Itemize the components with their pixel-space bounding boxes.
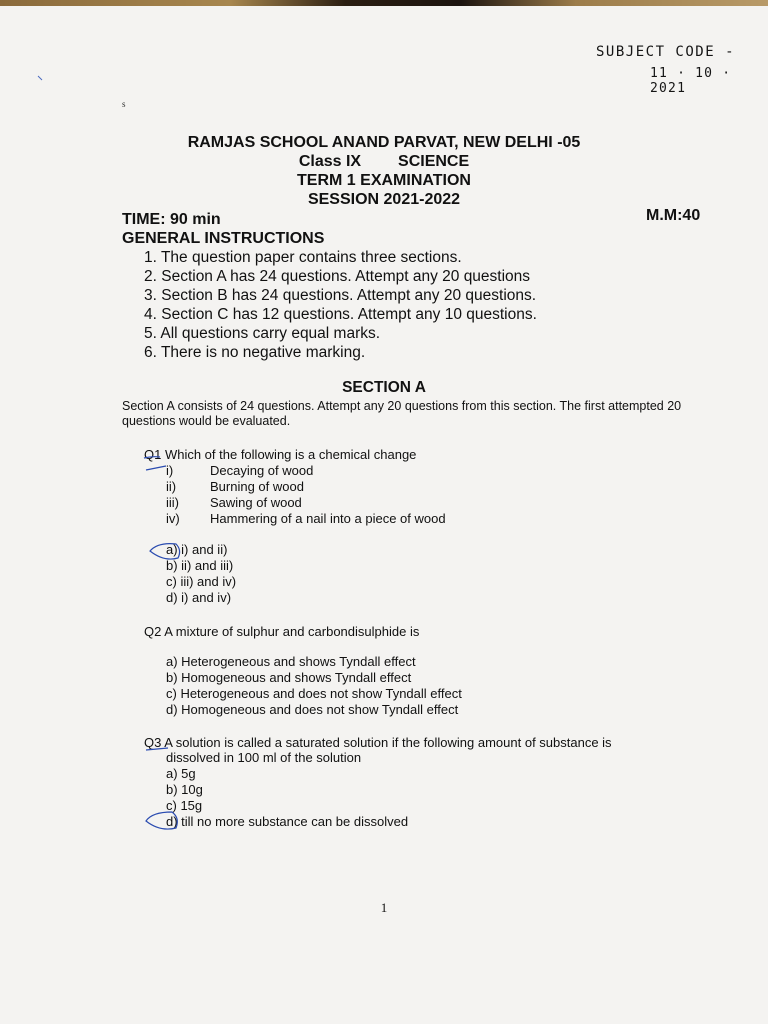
option-item: a) 5g: [166, 766, 196, 781]
statement-number: iv): [166, 511, 180, 526]
school-name: RAMJAS SCHOOL ANAND PARVAT, NEW DELHI -05: [187, 134, 581, 151]
exam-page: [0, 6, 768, 1024]
instruction-item: 4. Section C has 12 questions. Attempt any 10 questions.: [144, 306, 537, 323]
question-1-options: [166, 542, 236, 606]
session-title: SESSION 2021-2022: [307, 191, 461, 208]
class-subject-line: [0, 153, 768, 171]
instructions-list: [144, 248, 537, 362]
instruction-item: 6. There is no negative marking.: [144, 344, 366, 361]
statement-item: [166, 479, 446, 495]
question-3-options: [166, 766, 408, 830]
statement-item: [166, 495, 446, 511]
question-1-text: Q1 Which of the following is a chemical change: [144, 447, 417, 462]
section-intro: Section A consists of 24 questions. Attempt any 20 questions from this section. The first attempted 20 questions would be evaluated.: [122, 399, 682, 428]
option-item: d) i) and iv): [166, 590, 232, 605]
statement-text: Burning of wood: [210, 479, 304, 494]
statement-text: Sawing of wood: [210, 495, 302, 510]
statement-text: Decaying of wood: [210, 463, 314, 478]
option-item: b) Homogeneous and shows Tyndall effect: [166, 670, 412, 685]
section-title: SECTION A: [342, 379, 426, 396]
statement-text: Hammering of a nail into a piece of wood: [210, 511, 446, 526]
margin-mark: s: [122, 99, 126, 109]
option-item: c) iii) and iv): [166, 574, 237, 589]
instruction-item: 1. The question paper contains three sections.: [144, 249, 462, 266]
question-3-text-continued: dissolved in 100 ml of the solution: [166, 750, 362, 765]
class-label: Class IX: [298, 153, 362, 170]
question-1-statements: [166, 463, 446, 527]
instruction-item: 5. All questions carry equal marks.: [144, 325, 381, 342]
option-item: b) 10g: [166, 782, 203, 797]
handwritten-date: 11 · 10 · 2021: [650, 66, 732, 96]
instructions-heading: GENERAL INSTRUCTIONS: [122, 230, 325, 247]
option-item: b) ii) and iii): [166, 558, 234, 573]
question-3-text: Q3 A solution is called a saturated solution if the following amount of substance is: [144, 735, 612, 750]
instruction-item: 2. Section A has 24 questions. Attempt any 20 questions: [144, 268, 531, 285]
instruction-item: 3. Section B has 24 questions. Attempt any 20 questions.: [144, 287, 537, 304]
option-item: c) Heterogeneous and does not show Tyndall effect: [166, 686, 462, 701]
option-item: d) Homogeneous and does not show Tyndall effect: [166, 702, 459, 717]
option-item: a) Heterogeneous and shows Tyndall effect: [166, 654, 416, 669]
stray-mark: [38, 76, 42, 80]
q1-tick-stroke: [146, 466, 166, 470]
subject-label: SCIENCE: [398, 153, 470, 170]
term-title: TERM 1 EXAMINATION: [297, 172, 471, 189]
handwritten-subject-code: SUBJECT CODE -: [596, 44, 736, 60]
question-2-options: [166, 654, 462, 718]
statement-number: iii): [166, 495, 179, 510]
question-2-text: Q2 A mixture of sulphur and carbondisulphide is: [144, 624, 420, 639]
option-item: d) till no more substance can be dissolved: [166, 814, 409, 829]
statement-item: [166, 511, 446, 527]
option-item: c) 15g: [166, 798, 203, 813]
time-allowed: TIME: 90 min: [122, 211, 221, 228]
statement-number: i): [166, 463, 174, 478]
statement-number: ii): [166, 479, 177, 494]
page-number: 1: [380, 900, 388, 915]
statement-item: [166, 463, 446, 479]
max-marks: M.M:40: [646, 207, 701, 224]
option-item: a) i) and ii): [166, 542, 228, 557]
